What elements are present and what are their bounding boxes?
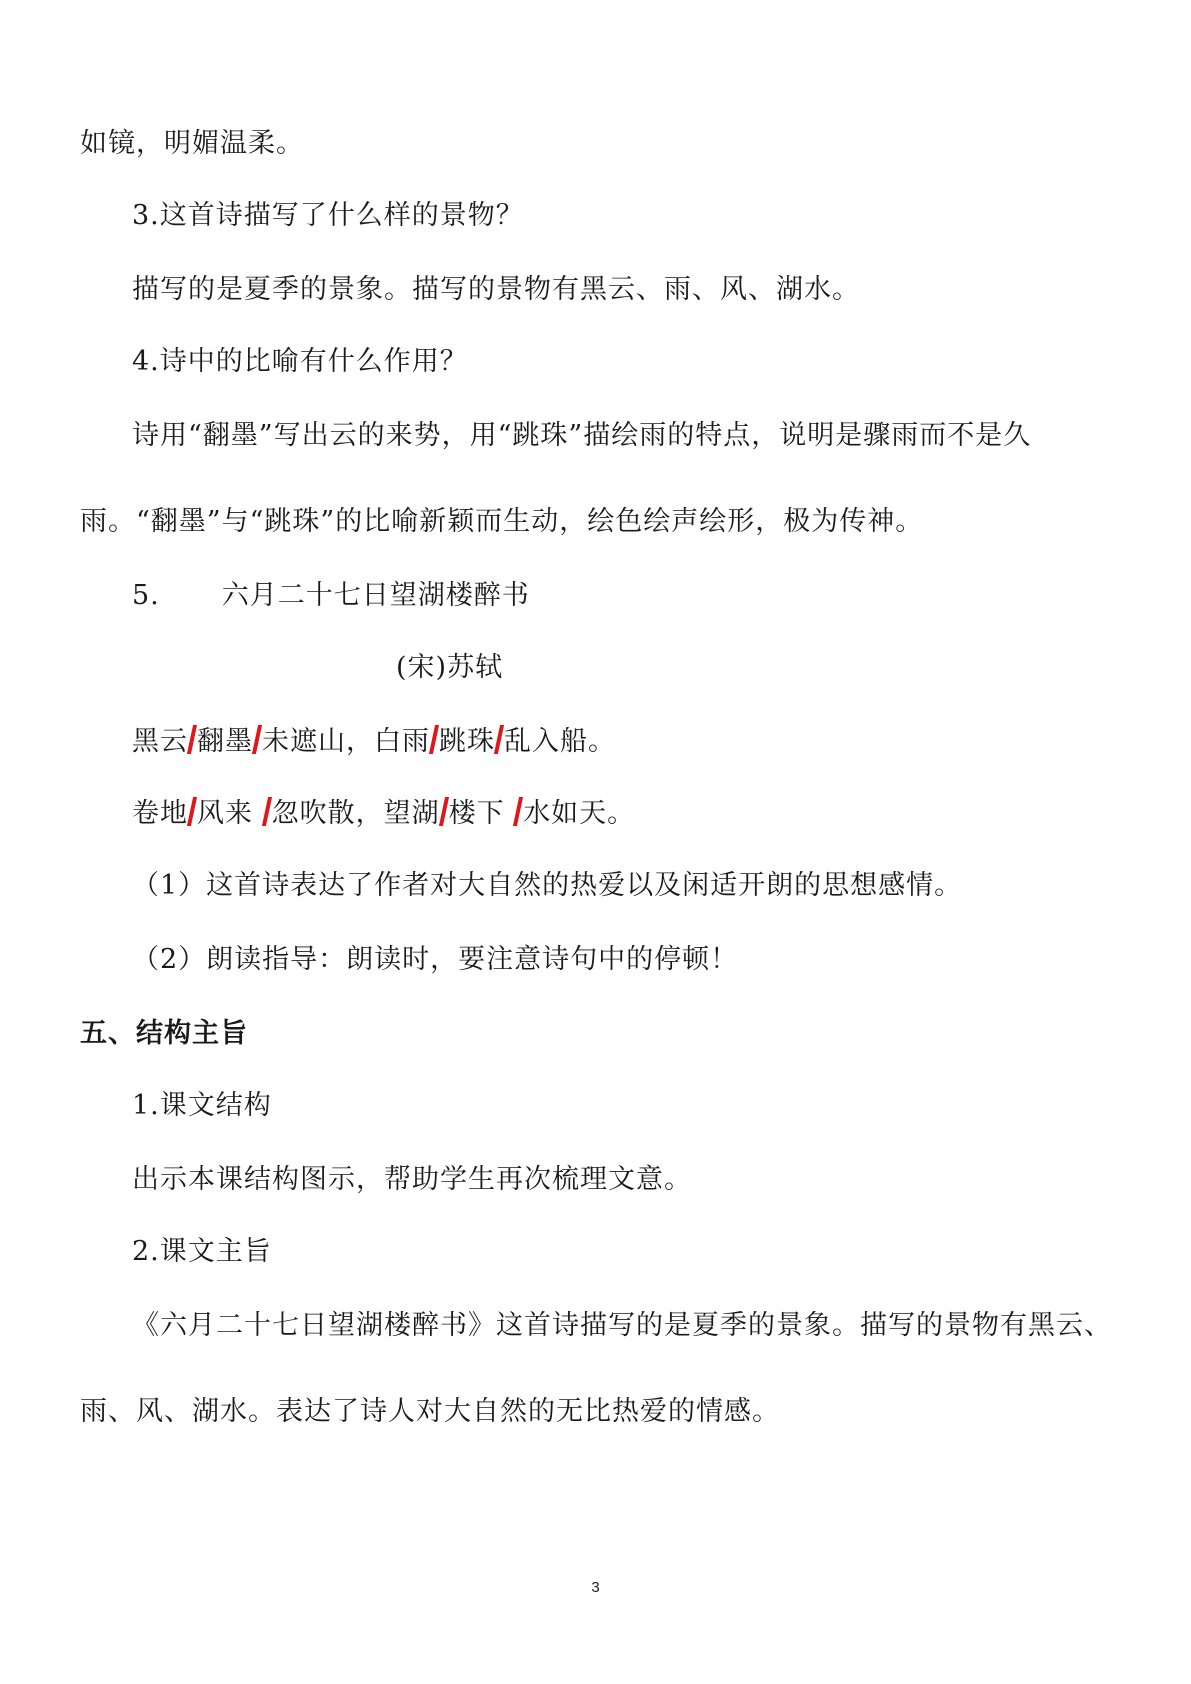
poem-line-2-segment: 忽吹散，望湖 [271,798,440,829]
page-number: 3 [591,1579,600,1596]
answer-3: 描写的是夏季的景象。描写的景物有黑云、雨、风、湖水。 [132,274,860,305]
poem-line-1 [132,724,616,760]
subsection-theme-title: 2.课文主旨 [132,1236,272,1267]
poem-line-2-segment: 水如天。 [523,798,636,829]
poem-number: 5. [132,580,160,611]
poem-line-2-segment: 风来 [197,798,263,829]
poem-line-2-segment: 楼下 [448,798,515,829]
subsection-theme-line-1: 《六月二十七日望湖楼醉书》这首诗描写的是夏季的景象。描写的景物有黑云、 [132,1310,1112,1341]
poem-line-1-segment: 未遮山，白雨 [262,726,430,757]
pause-mark [262,797,272,826]
section-heading: 五、结构主旨 [80,1018,248,1049]
subsection-structure-title: 1.课文结构 [132,1090,272,1121]
subsection-structure-body: 出示本课结构图示，帮助学生再次梳理文意。 [132,1164,692,1195]
poem-author: (宋)苏轼 [396,652,504,683]
poem-title: 六月二十七日望湖楼醉书 [221,580,530,611]
poem-title-row [132,578,530,614]
poem-line-1-segment: 乱入船。 [504,726,616,757]
poem-line-2 [132,796,635,832]
pause-mark [494,725,504,754]
pause-mark [513,797,523,826]
question-4: 4.诗中的比喻有什么作用？ [132,346,468,377]
poem-note-1: （1）这首诗表达了作者对大自然的热爱以及闲适开朗的思想感情。 [132,870,963,901]
poem-line-1-segment: 黑云 [132,726,188,757]
pause-mark [187,725,197,754]
answer-4-line-2: 雨。“翻墨”与“跳珠”的比喻新颖而生动，绘色绘声绘形，极为传神。 [80,506,924,537]
poem-line-2-segment: 卷地 [132,798,188,829]
pause-mark [252,725,262,754]
poem-line-1-segment: 翻墨 [197,726,253,757]
pause-mark [187,797,197,826]
question-3: 3.这首诗描写了什么样的景物？ [132,200,524,231]
answer-4-line-1: 诗用“翻墨”写出云的来势，用“跳珠”描绘雨的特点，说明是骤雨而不是久 [132,420,1032,451]
paragraph-continuation: 如镜，明媚温柔。 [80,128,304,159]
poem-note-2: （2）朗读指导：朗读时，要注意诗句中的停顿！ [132,944,739,975]
poem-line-1-segment: 跳珠 [439,726,495,757]
pause-mark [439,797,449,826]
subsection-theme-line-2: 雨、风、湖水。表达了诗人对大自然的无比热爱的情感。 [80,1396,780,1427]
pause-mark [429,725,439,754]
